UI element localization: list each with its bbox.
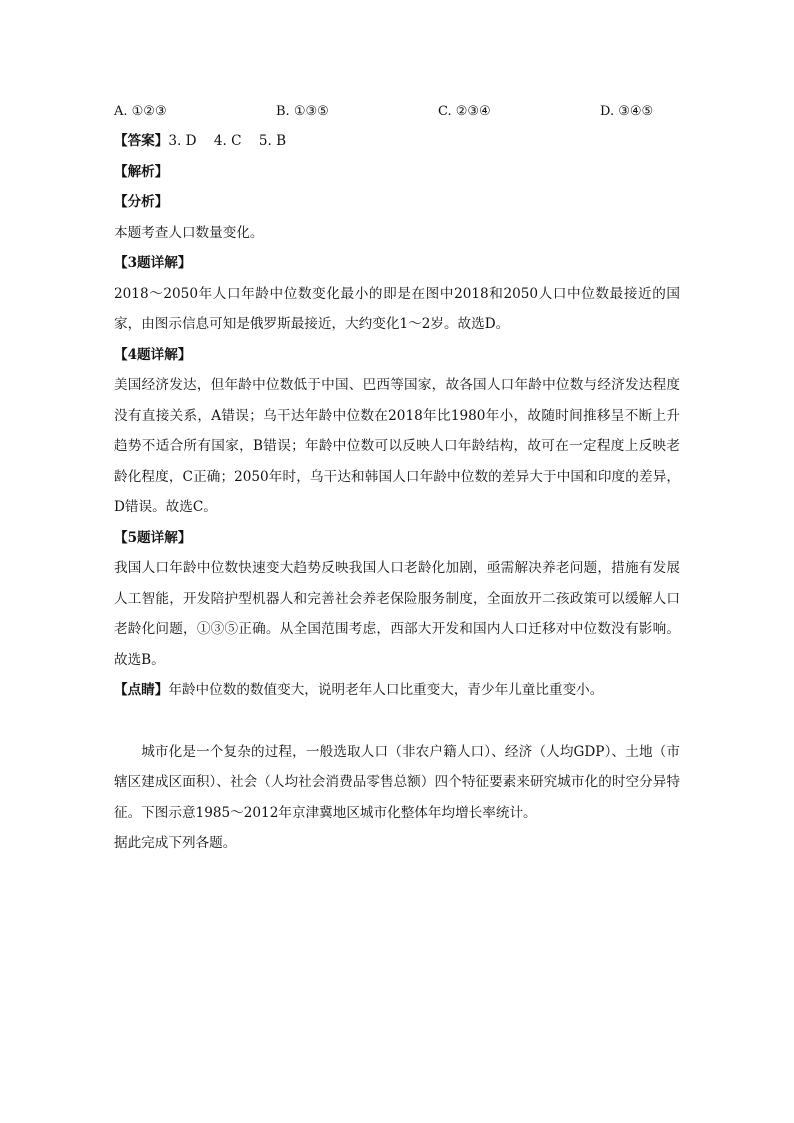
option-c: C. ②③④ <box>438 104 491 119</box>
q5-heading: 【5题详解】 <box>114 529 192 546</box>
q5-text: 我国人口年龄中位数快速变大趋势反映我国人口老龄化加剧，亟需解决养老问题，措施有发展人工智能，开发陪护型机器人和完善社会养老保险服务制度，全面放开二孩政策可以缓解人口老龄化问题，①③⑤正确。从全国范围考虑，西部大开发和国内人口迁移对中位数没有影响。故选B。 <box>114 560 680 668</box>
fenxi-heading: 【分析】 <box>114 194 169 210</box>
dianjing-line <box>114 675 680 706</box>
paragraph-gap <box>114 706 680 737</box>
instruction-line: 据此完成下列各题。 <box>114 835 237 851</box>
intro-paragraph: 城市化是一个复杂的过程，一般选取人口（非农户籍人口）、经济（人均GDP）、土地（市辖区建成区面积）、社会（人均社会消费品零售总额）四个特征要素来研究城市化的时空分异特征。下图示意1985～2012年京津冀地区城市化整体年均增长率统计。 <box>114 743 680 821</box>
q3-heading: 【3题详解】 <box>114 255 192 271</box>
option-d: D. ③④⑤ <box>600 104 654 119</box>
answer-options <box>114 100 680 126</box>
q4-heading: 【4题详解】 <box>114 346 192 363</box>
answer-tag: 【答案】 <box>114 133 169 149</box>
jiexi-heading: 【解析】 <box>114 163 169 180</box>
fenxi-text: 本题考查人口数量变化。 <box>114 224 264 241</box>
option-a: A. ①②③ <box>114 104 167 119</box>
answer-text: 3. D 4. C 5. B <box>168 133 287 149</box>
q4-text: 美国经济发达，但年龄中位数低于中国、巴西等国家，故各国人口年龄中位数与经济发达程度没有直接关系，A错误；乌干达年龄中位数在2018年比1980年小，故随时间推移呈不断上升趋势不适合所有国家，B错误；年龄中位数可以反映人口年龄结构，故可在一定程度上反映老龄化程度，C正确；2050年时，乌干达和韩国人口年龄中位数的差异大于中国和印度的差异，D错误。故选C。 <box>114 377 680 515</box>
option-b: B. ①③⑤ <box>276 104 329 119</box>
q3-text: 2018～2050年人口年龄中位数变化最小的即是在图中2018和2050人口中位数最接近的国家，由图示信息可知是俄罗斯最接近，大约变化1～2岁。故选D。 <box>114 285 680 332</box>
dianjing-text: 年龄中位数的数值变大，说明老年人口比重变大，青少年儿童比重变小。 <box>168 682 604 698</box>
answer-line <box>114 126 680 157</box>
dianjing-tag: 【点睛】 <box>114 682 169 698</box>
document-body <box>114 100 680 859</box>
